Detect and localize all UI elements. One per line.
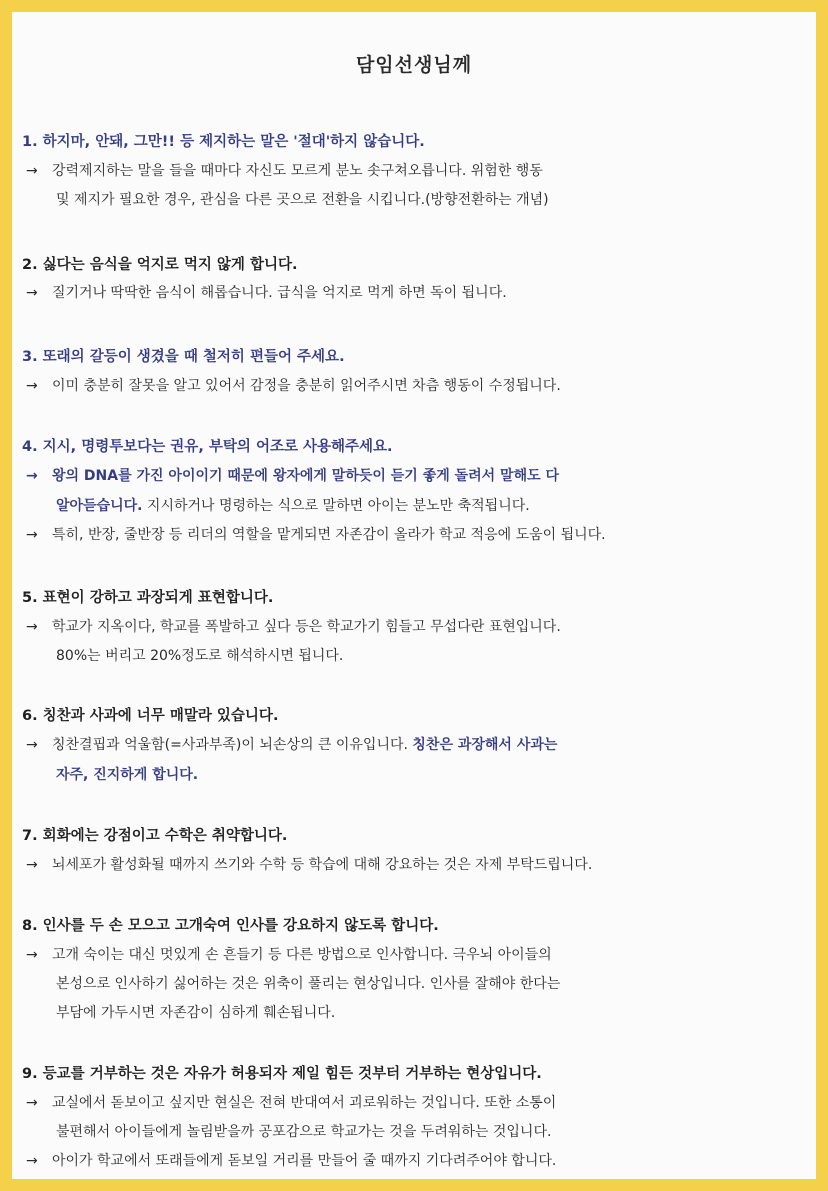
item-1-line-2: 및 제지가 필요한 경우, 관심을 다른 곳으로 전환을 시킵니다.(방향전환하는 개념) [56,192,549,208]
item-2-heading: 2. 싫다는 음식을 억지로 먹지 않게 합니다. [22,257,298,273]
item-6-line-2: 자주, 진지하게 합니다. [56,767,199,783]
item-8-heading: 8. 인사를 두 손 모으고 고개숙여 인사를 강요하지 않도록 합니다. [22,918,439,934]
item-9-line-3 [26,1150,556,1170]
item-4-text-2a: 알아듣습니다. [56,498,143,514]
item-1-line-1 [26,160,543,180]
item-6-line-1 [26,734,557,754]
item-7-text-1: 뇌세포가 활성화될 때까지 쓰기와 수학 등 학습에 대해 강요하는 것은 자제 부탁드립니다. [52,857,593,873]
item-4-text-1: 왕의 DNA를 가진 아이이기 때문에 왕자에게 말하듯이 듣기 좋게 돌려서 말해도 다 [52,468,560,484]
item-5-line-1 [26,616,561,636]
item-5-heading: 5. 표현이 강하고 과장되게 표현합니다. [22,590,274,606]
item-9-heading: 9. 등교를 거부하는 것은 자유가 허용되자 제일 힘든 것부터 거부하는 현상입니다. [22,1066,542,1082]
item-8-line-3: 부담에 가두시면 자존감이 심하게 훼손됩니다. [56,1005,336,1021]
item-5-line-2: 80%는 버리고 20%정도로 해석하시면 됩니다. [56,648,344,664]
item-3-line-1 [26,375,561,395]
item-4-heading: 4. 지시, 명령투보다는 권유, 부탁의 어조로 사용해주세요. [22,439,393,455]
arrow-icon: → [26,527,38,543]
item-9-text-3: 아이가 학교에서 또래들에게 돋보일 거리를 만들어 줄 때까지 기다려주어야 합니다. [52,1153,557,1169]
item-3-heading: 3. 또래의 갈등이 생겼을 때 철저히 편들어 주세요. [22,349,345,365]
arrow-icon: → [26,285,38,301]
item-1-heading: 1. 하지마, 안돼, 그만!! 등 제지하는 말은 '절대'하지 않습니다. [22,134,425,150]
arrow-icon: → [26,619,38,635]
arrow-icon: → [26,947,38,963]
arrow-icon: → [26,163,38,179]
item-4-line-3 [26,524,606,544]
item-4-line-1 [26,465,559,485]
item-7-heading: 7. 회화에는 강점이고 수학은 취약합니다. [22,828,288,844]
item-2-text-1: 질기거나 딱딱한 음식이 해롭습니다. 급식을 억지로 먹게 하면 독이 됩니다. [52,285,507,301]
item-4-text-3: 특히, 반장, 줄반장 등 리더의 역할을 맡게되면 자존감이 올라가 학교 적응에 도움이 됩니다. [52,527,606,543]
item-3-text-1: 이미 충분히 잘못을 알고 있어서 감정을 충분히 읽어주시면 차츰 행동이 수정됩니다. [52,378,561,394]
item-2-line-1 [26,282,507,302]
item-1-text-1: 강력제지하는 말을 들을 때마다 자신도 모르게 분노 솟구쳐오릅니다. 위험한 행동 [52,163,543,179]
item-9-line-1 [26,1092,556,1112]
item-7-line-1 [26,854,592,874]
arrow-icon: → [26,857,38,873]
item-6-heading: 6. 칭찬과 사과에 너무 매말라 있습니다. [22,708,279,724]
item-6-text-1b: 칭찬은 과장해서 사과는 [412,737,558,753]
item-8-line-1 [26,944,552,964]
item-4-text-2b: 지시하거나 명령하는 식으로 말하면 아이는 분노만 축적됩니다. [142,498,530,514]
item-9-line-2: 불편해서 아이들에게 놀림받을까 공포감으로 학교가는 것을 두려워하는 것입니다. [56,1124,552,1140]
item-4-line-2 [56,495,530,515]
item-5-text-1: 학교가 지옥이다, 학교를 폭발하고 싶다 등은 학교가기 힘들고 무섭다란 표현입니다. [52,619,561,635]
arrow-icon: → [26,1153,38,1169]
letter-page [12,12,816,1179]
item-8-line-2: 본성으로 인사하기 싫어하는 것은 위축이 풀리는 현상입니다. 인사를 잘해야 한다는 [56,976,561,992]
arrow-icon: → [26,378,38,394]
item-8-text-1: 고개 숙이는 대신 멋있게 손 흔들기 등 다른 방법으로 인사합니다. 극우뇌 아이들의 [52,947,552,963]
arrow-icon: → [26,737,38,753]
item-6-text-1: 칭찬결핍과 억울함(=사과부족)이 뇌손상의 큰 이유입니다. [52,737,413,753]
arrow-icon: → [26,468,38,484]
item-9-text-1: 교실에서 돋보이고 싶지만 현실은 전혀 반대여서 괴로워하는 것입니다. 또한 소통이 [52,1095,557,1111]
arrow-icon: → [26,1095,38,1111]
page-title: 담임선생님께 [355,54,473,76]
